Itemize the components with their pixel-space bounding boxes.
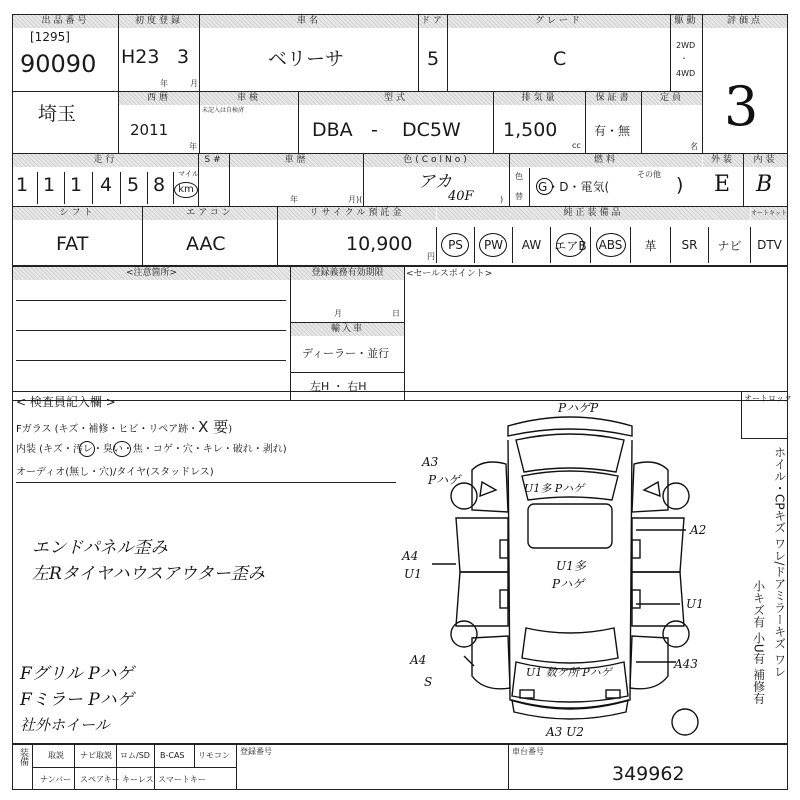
mileage-digit: 1 <box>43 174 56 196</box>
year-unit-2: 年 <box>189 142 197 151</box>
interior-grade: B <box>756 172 773 197</box>
equipment-dtv: DTV <box>750 227 788 263</box>
equipment-ps: PS <box>436 227 474 263</box>
abs-circle <box>596 233 626 257</box>
interior-line: 内装 (キズ・汚レ・臭い・焦・コゲ・穴・キレ・破れ・剥れ) <box>16 444 287 455</box>
equipment-aw: AW <box>512 227 550 263</box>
displacement: 1,500 <box>503 119 558 141</box>
year-unit: 年 <box>160 79 168 88</box>
km-label: km <box>178 184 194 195</box>
mileage-digit: 8 <box>153 174 166 196</box>
footer-item: スマートキー <box>158 775 206 784</box>
kit-header: オートキット <box>751 207 787 220</box>
color-close: ) <box>500 195 504 204</box>
ac-header: エアコン <box>143 207 277 220</box>
month-unit: 月 <box>190 79 198 88</box>
footer-item: 取説 <box>48 751 64 760</box>
glass-line: Fガラス (キズ・補修・ヒビ・リペア跡・X 要) <box>16 418 233 436</box>
inspector-title: < 検査員記入欄 > <box>16 395 116 409</box>
footer-item: キーレス <box>122 775 154 784</box>
mileage-digit: 1 <box>16 174 29 196</box>
doors-header: ドア <box>419 15 447 28</box>
footer-item: リモコン <box>198 751 230 760</box>
hand-note: 左Rタイヤハウスアウター歪み <box>32 564 265 584</box>
equipment-leather: 革 <box>630 227 670 263</box>
doors-value: 5 <box>427 48 440 70</box>
name-header: 車名 <box>200 15 418 28</box>
repaint-2: 替 <box>515 192 523 201</box>
diagram-label: U1多 <box>556 559 586 573</box>
import-header: 輸入車 <box>291 323 404 336</box>
reg-header: 登録義務有効期限 <box>291 267 404 280</box>
first-reg-header: 初度登録 <box>119 15 199 28</box>
fuel-g-circle <box>536 178 553 195</box>
footer-item: ナビ取説 <box>80 751 112 760</box>
model-dash: - <box>371 119 378 141</box>
history-header: 車歴 <box>230 154 363 167</box>
model-code: DC5W <box>402 119 461 141</box>
model-prefix: DBA <box>312 119 353 141</box>
reg-day: 日 <box>392 309 400 318</box>
diagram-label: A3 <box>422 455 439 469</box>
lot-no-header: 出品番号 <box>13 15 118 28</box>
diagram-label: S <box>424 675 433 689</box>
diagram-label: A43 <box>674 657 698 671</box>
color-code: 40F <box>448 189 474 204</box>
ps-circle <box>441 233 469 257</box>
history-year: 年 <box>290 195 298 204</box>
pw-circle <box>479 233 507 257</box>
reg-month: 3 <box>177 46 190 68</box>
yen-unit: 円 <box>427 252 435 261</box>
capacity-unit: 名 <box>690 142 698 151</box>
prefecture: 埼玉 <box>38 103 77 125</box>
side-note-2: 小キズ有 小U有 補修有 <box>751 580 766 705</box>
car-damage-diagram <box>400 400 740 745</box>
fuel-header: 燃料 <box>510 154 702 167</box>
mileage-digit: 5 <box>127 174 140 196</box>
model-header: 型式 <box>299 92 493 105</box>
diagram-label: A4 <box>410 653 427 667</box>
repaint-1: 色 <box>515 172 523 181</box>
lot-bracket: [1295] <box>30 30 70 44</box>
color-name: アカ <box>418 172 452 192</box>
equipment-airbag: エアB <box>550 227 590 263</box>
footer-item: ナンバー <box>40 775 72 784</box>
diagram-label: U1 数ケ所 Pハゲ <box>526 666 612 679</box>
audio-line: オーディオ(無し・穴)/タイヤ(スタッドレス) <box>16 467 214 478</box>
fuel-close: ) <box>676 174 684 196</box>
drive-2wd: 2WD <box>676 41 696 50</box>
diagram-label: A2 <box>690 523 707 537</box>
interior-scratch-circle <box>79 441 95 457</box>
model-year: 2011 <box>130 121 169 139</box>
footer-item: スペアキー <box>80 775 120 784</box>
equipment-sr: SR <box>670 227 708 263</box>
sys-header: S# <box>199 154 229 167</box>
side-note-1: ホイル・CPキズ ワレ/ドアミラーキズ ワレ <box>772 446 787 678</box>
footer-item: B-CAS <box>160 751 185 760</box>
inspection-header: 車検 <box>200 92 298 105</box>
car-name: ベリーサ <box>268 48 345 70</box>
equipment-abs: ABS <box>590 227 630 263</box>
diagram-label: PハゲP <box>558 401 599 415</box>
hand-note: Fグリル Pハゲ <box>20 664 134 684</box>
caution-header: <注意箇所> <box>13 267 290 280</box>
exterior-header: 外装 <box>703 154 743 167</box>
score-header: 評価点 <box>703 15 787 28</box>
shift-header: シフト <box>13 207 142 220</box>
displacement-header: 排気量 <box>494 92 585 105</box>
capacity-header: 定員 <box>642 92 702 105</box>
hand-note: 社外ホイール <box>20 716 110 734</box>
chassis-number: 349962 <box>612 763 685 785</box>
fuel-other: その他 <box>637 170 661 179</box>
shift-value: FAT <box>56 233 89 255</box>
cc-unit: cc <box>572 141 581 150</box>
footer-item: ロム/SD <box>120 751 150 760</box>
era-year: H23 <box>121 46 160 68</box>
grade-value: C <box>553 48 567 70</box>
equipment-side-label: 装備 <box>18 748 28 766</box>
mileage-digit: 1 <box>70 174 83 196</box>
exterior-grade: E <box>714 172 731 197</box>
recycle-header: リサイクル預託金 <box>278 207 436 220</box>
drive-4wd: 4WD <box>676 69 696 78</box>
recycle-value: 10,900 <box>346 233 413 255</box>
hand-note: エンドパネル歪み <box>32 538 168 558</box>
steering-option: 左H ・ 右H <box>310 380 367 393</box>
diagram-label: A4 <box>402 549 419 563</box>
reg-number-label: 登録番号 <box>240 747 272 756</box>
diagram-label: U1多 Pハゲ <box>524 482 585 495</box>
drive-header: 駆動 <box>671 15 702 28</box>
model-year-header: 西暦 <box>119 92 199 105</box>
interior-dirt-circle <box>113 441 131 457</box>
mileage-digit: 4 <box>100 174 113 196</box>
mile-label: マイル <box>178 170 199 178</box>
grade-header: グレード <box>448 15 670 28</box>
diagram-label: U1 <box>404 567 422 581</box>
fuel-text: G・D・電気( <box>538 180 610 194</box>
autolock-label: オートロック <box>744 394 792 403</box>
history-month: 月)( <box>348 195 363 204</box>
equipment-header: 純正装備品 <box>437 207 750 220</box>
reg-month: 月 <box>334 309 342 318</box>
warranty-header: 保証書 <box>586 92 641 105</box>
diagram-label: A3 U2 <box>546 725 584 739</box>
mileage-header: 走行 <box>13 154 198 167</box>
diagram-label: U1 <box>686 597 704 611</box>
equipment-pw: PW <box>474 227 512 263</box>
diagram-label: Pハゲ <box>552 577 585 591</box>
color-header: 色(ColNo) <box>364 154 509 167</box>
warranty-value: 有・無 <box>594 124 631 138</box>
sales-point-label: <セールスポイント> <box>406 269 493 279</box>
lot-number: 90090 <box>20 50 97 78</box>
km-circle <box>174 182 198 198</box>
equipment-navi: ナビ <box>708 227 750 263</box>
drive-dot: ・ <box>680 54 688 63</box>
ac-value: AAC <box>186 233 226 255</box>
inspection-note: 未記入は自検済 <box>202 107 245 114</box>
score-value: 3 <box>724 75 759 138</box>
dealer-option: ディーラー・並行 <box>302 347 390 360</box>
chassis-label: 車台番号 <box>512 747 544 756</box>
hand-note: Fミラー Pハゲ <box>20 690 134 710</box>
diagram-label: Pハゲ <box>428 473 461 487</box>
airbag-circle <box>556 233 584 257</box>
interior-header: 内装 <box>744 154 787 167</box>
